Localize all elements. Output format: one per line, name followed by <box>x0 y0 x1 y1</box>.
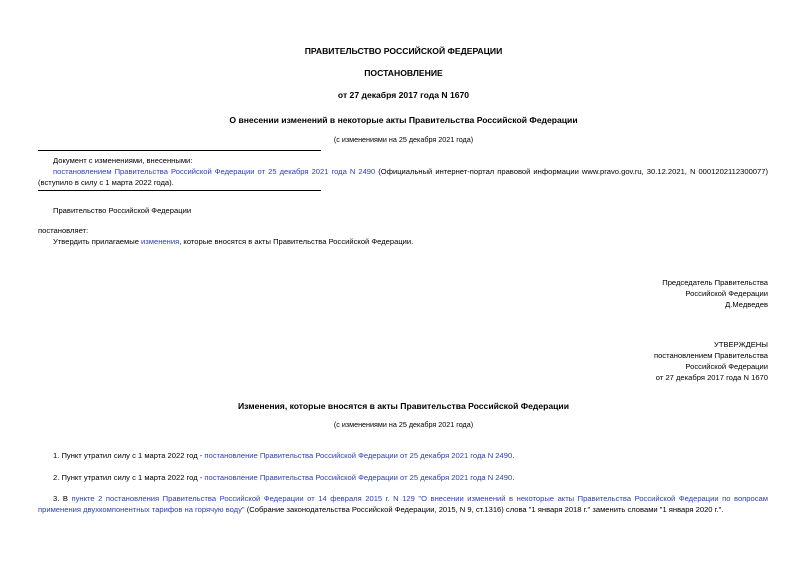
changes-bottom-divider <box>38 190 321 191</box>
document-type-heading: ПОСТАНОВЛЕНИЕ <box>364 68 443 78</box>
approve-paragraph <box>53 236 413 247</box>
revision-note: (с изменениями на 25 декабря 2021 года) <box>333 135 474 144</box>
approval-country: Российской Федерации <box>685 362 768 371</box>
signature-country: Российской Федерации <box>685 289 768 298</box>
signature-name: Д.Медведев <box>725 300 768 309</box>
approval-act: постановлением Правительства <box>653 351 768 360</box>
amendment-link[interactable]: постановлением Правительства Российской Федерации от 25 декабря 2021 года N 2490 <box>53 167 376 176</box>
annex-item-link[interactable]: постановление Правительства Российской Федерации от 25 декабря 2021 года N 2490 <box>204 451 513 460</box>
annex-item-link[interactable]: пункте 2 постановления Правительства Российской Федерации от 14 февраля 2015 г. N 129 "О внесении изменений в некоторые акты Правительства Российской Федерации по вопросам применения двухкомпонентных тарифов на горячую воду" <box>38 494 768 514</box>
document-date-number: от 27 декабря 2017 года N 1670 <box>337 90 470 100</box>
annex-item-end: . <box>512 451 515 460</box>
annex-item-text: 3. В <box>53 494 72 503</box>
changes-details: (Официальный интернет-портал правовой информации www.pravo.gov.ru, 30.12.2021, N 0001202112300077) (вступило в силу с 1 марта 2022 года). <box>38 167 768 187</box>
annex-item-end: (Собрание законодательства Российской Федерации, 2015, N 9, ст.1316) слова "1 января 2018 г." заменить словами "1 января 2020 г.". <box>244 505 724 514</box>
changes-paragraph <box>38 166 768 188</box>
document-title: О внесении изменений в некоторые акты Правительства Российской Федерации <box>229 115 578 125</box>
changes-top-divider <box>38 150 321 151</box>
approve-text-start: Утвердить прилагаемые <box>53 237 142 246</box>
annex-item-text: 1. Пункт утратил силу с 1 марта 2022 год - <box>53 451 205 460</box>
annex-item-link[interactable]: постановление Правительства Российской Федерации от 25 декабря 2021 года N 2490 <box>204 473 513 482</box>
approve-text-end: , которые вносятся в акты Правительства Российской Федерации. <box>179 237 414 246</box>
annex-item-1 <box>53 450 514 461</box>
approval-heading: УТВЕРЖДЕНЫ <box>714 340 768 349</box>
changes-link[interactable]: изменения <box>141 237 180 246</box>
annex-revision-note: (с изменениями на 25 декабря 2021 года) <box>333 420 474 429</box>
government-heading: ПРАВИТЕЛЬСТВО РОССИЙСКОЙ ФЕДЕРАЦИИ <box>304 46 503 56</box>
annex-item-3 <box>38 493 768 515</box>
signature-position: Председатель Правительства <box>662 278 768 287</box>
annex-item-end: . <box>512 473 515 482</box>
annex-item-2 <box>53 472 514 483</box>
annex-title: Изменения, которые вносятся в акты Правительства Российской Федерации <box>237 401 569 411</box>
changes-intro: Документ с изменениями, внесенными: <box>53 156 193 165</box>
approval-block <box>560 339 768 383</box>
issuer-text: Правительство Российской Федерации <box>53 206 192 215</box>
signature-block <box>560 277 768 310</box>
approval-date: от 27 декабря 2017 года N 1670 <box>655 373 768 382</box>
annex-item-text: 2. Пункт утратил силу с 1 марта 2022 год - <box>53 473 205 482</box>
decides-text: постановляет: <box>38 226 89 235</box>
